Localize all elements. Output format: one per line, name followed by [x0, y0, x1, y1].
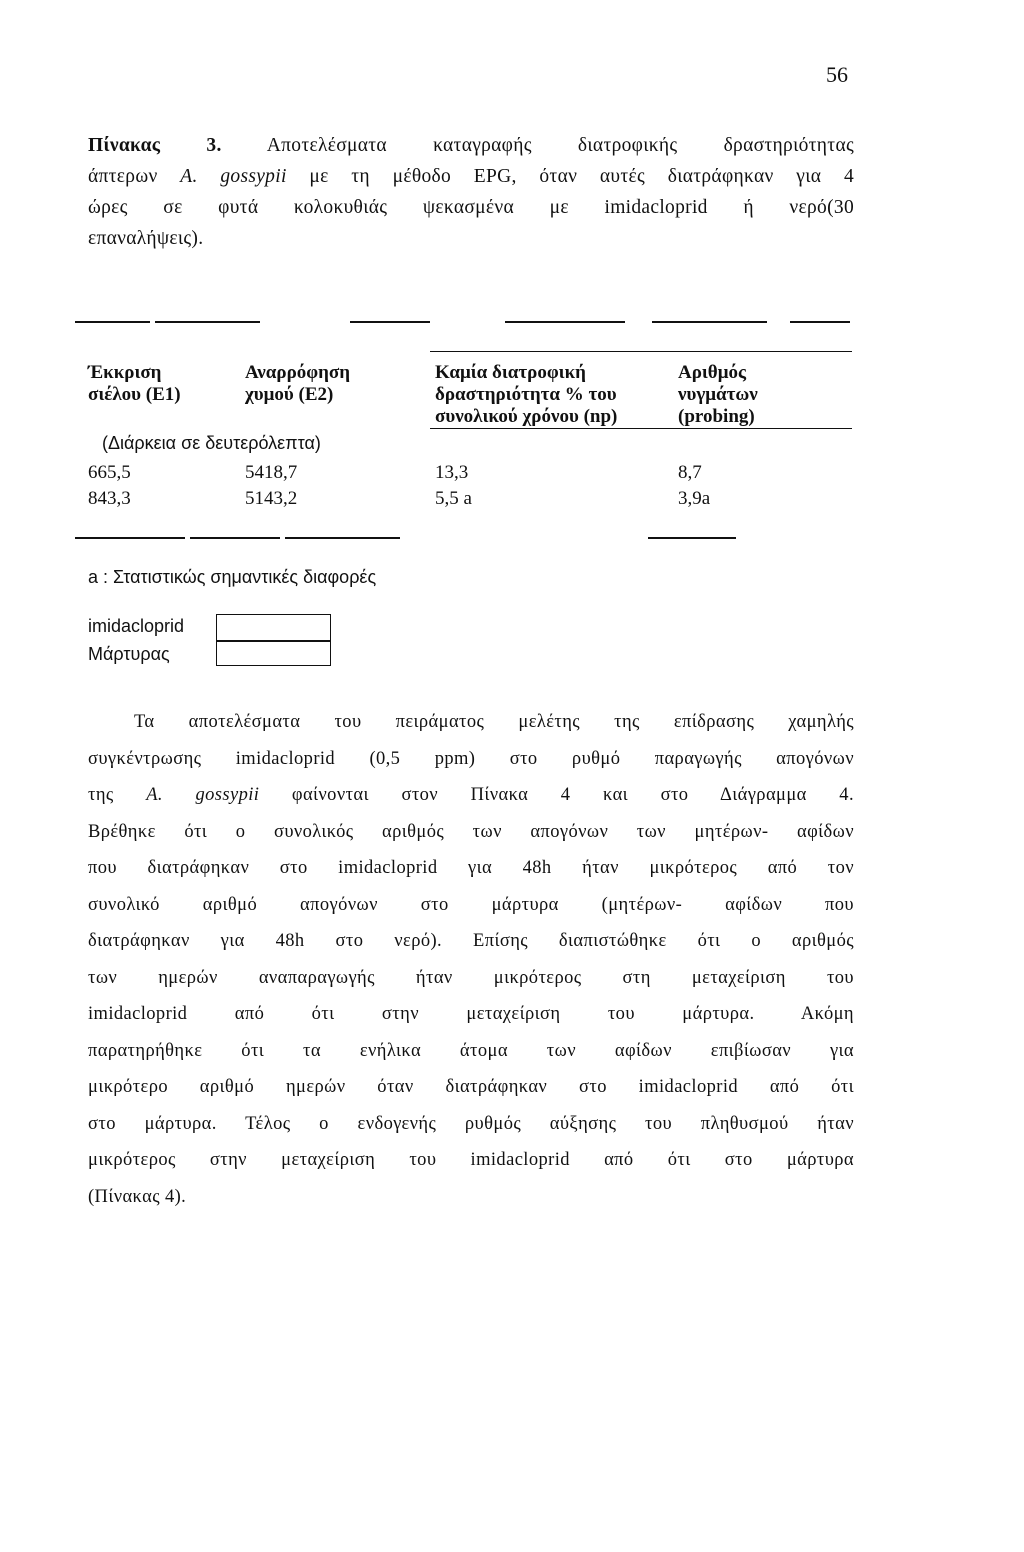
caption-line-2: άπτερων Α. gossypii με τη μέθοδο EPG, όταν αυτές διατράφηκαν για 4 [88, 166, 854, 187]
caption-text-1: Αποτελέσματα καταγραφής διατροφικής δραστηριότητας [266, 135, 854, 156]
table-bottom-rule [648, 537, 736, 539]
header-np-line1: Καμία διατροφική [435, 362, 586, 383]
paragraph-line: των ημερών αναπαραγωγής ήταν μικρότερος στη μεταχείριση του [88, 967, 854, 988]
table-top-rule [155, 321, 260, 323]
table-top-rule [652, 321, 767, 323]
header-probing-line2: νυγμάτων [678, 384, 758, 405]
cell-r2-ingestion: 5143,2 [245, 488, 298, 509]
header-secretion [88, 362, 181, 406]
header-ingestion-line1: Αναρρόφηση [245, 362, 351, 383]
paragraph-line: συνολικό αριθμό απογόνων στο μάρτυρα (μητέρων- αφίδων που [88, 894, 854, 915]
page-number: 56 [826, 62, 848, 87]
header-probing-line1: Αριθμός [678, 362, 746, 383]
paragraph-line: μικρότερο αριθμό ημερών όταν διατράφηκαν στο imidacloprid από ότι [88, 1077, 854, 1097]
paragraph-line: μικρότερος στην μεταχείριση του imidacloprid από ότι στο μάρτυρα [88, 1150, 854, 1170]
header-secretion-line1: Έκκριση [88, 362, 162, 383]
paragraph-line: που διατράφηκαν στο imidacloprid για 48h ήταν μικρότερος από τον [88, 858, 854, 878]
caption-line-4: επαναλήψεις). [88, 228, 204, 249]
header-rule-top [430, 351, 852, 352]
header-ingestion-line2: χυμού (Ε2) [245, 384, 334, 405]
unit-note: (Διάρκεια σε δευτερόλεπτα) [102, 433, 321, 453]
table-bottom-rule [190, 537, 280, 539]
cell-r2-np: 5,5 a [435, 488, 472, 509]
paragraph-line: (Πίνακας 4). [88, 1186, 187, 1207]
legend-swatch-control [216, 641, 331, 666]
table-bottom-rule [285, 537, 400, 539]
paragraph-line: της Α. gossypii φαίνονται στον Πίνακα 4 και στο Διάγραμμα 4. [88, 785, 854, 805]
header-rule-bottom [430, 428, 852, 429]
paragraph-line: παρατηρήθηκε ότι τα ενήλικα άτομα των αφίδων επιβίωσαν για [88, 1040, 854, 1061]
cell-r1-ingestion: 5418,7 [245, 462, 298, 483]
caption-label: Πίνακας 3. [88, 135, 222, 156]
header-np [435, 362, 617, 428]
paragraph-line: συγκέντρωσης imidacloprid (0,5 ppm) στο ρυθμό παραγωγής απογόνων [88, 748, 854, 769]
header-probing [678, 362, 758, 428]
paragraph-line: Τα αποτελέσματα του πειράματος μελέτης της επίδρασης χαμηλής [134, 712, 854, 732]
table-top-rule [75, 321, 150, 323]
table-footnote: a : Στατιστικώς σημαντικές διαφορές [88, 567, 377, 587]
cell-r2-probing: 3,9a [678, 488, 711, 509]
table-top-rule [790, 321, 850, 323]
body-paragraph [88, 704, 854, 1215]
caption-line-1 [88, 130, 854, 161]
header-secretion-line2: σιέλου (Ε1) [88, 384, 181, 405]
legend-label-control: Μάρτυρας [88, 644, 170, 664]
species-name: Α. gossypii [180, 166, 287, 187]
table-caption [88, 130, 854, 254]
paragraph-line: στο μάρτυρα. Τέλος ο ενδογενής ρυθμός αύξησης του πληθυσμού ήταν [88, 1113, 854, 1134]
cell-r1-probing: 8,7 [678, 462, 702, 483]
table-top-rule [505, 321, 625, 323]
cell-r1-np: 13,3 [435, 462, 469, 483]
header-np-line2: δραστηριότητα % του [435, 384, 617, 405]
paragraph-line: Βρέθηκε ότι ο συνολικός αριθμός των απογόνων των μητέρων- αφίδων [88, 821, 854, 842]
header-np-line3: συνολικού χρόνου (np) [435, 406, 618, 427]
legend-label-imidacloprid: imidacloprid [88, 616, 185, 636]
header-ingestion [245, 362, 350, 406]
cell-r1-secretion: 665,5 [88, 462, 131, 483]
paragraph-line: διατράφηκαν για 48h στο νερό). Επίσης διαπιστώθηκε ότι ο αριθμός [88, 931, 854, 951]
legend-swatch-imidacloprid [216, 614, 331, 641]
table-bottom-rule [75, 537, 185, 539]
table-top-rule [350, 321, 430, 323]
paragraph-line: imidacloprid από ότι στην μεταχείριση του μάρτυρα. Ακόμη [88, 1004, 854, 1024]
header-probing-line3: (probing) [678, 406, 755, 427]
cell-r2-secretion: 843,3 [88, 488, 131, 509]
caption-line-3: ώρες σε φυτά κολοκυθιάς ψεκασμένα με imidacloprid ή νερό(30 [88, 197, 854, 218]
